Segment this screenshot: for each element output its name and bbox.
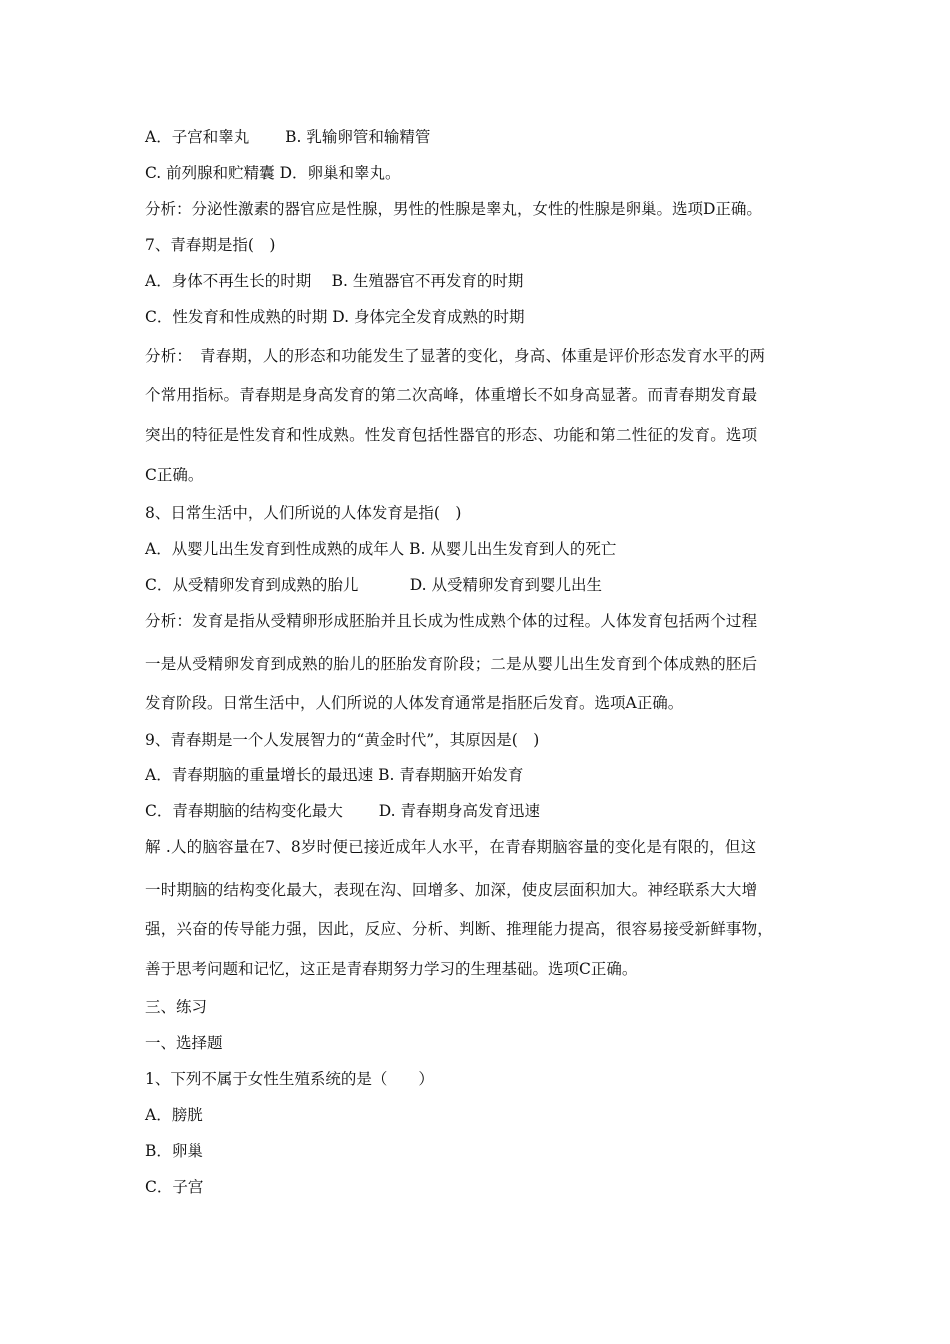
option-line: C．从受精卵发育到成熟的胎儿 D. 从受精卵发育到婴儿出生 [145, 576, 603, 594]
question-line: 8、日常生活中，人们所说的人体发育是指( ) [145, 504, 462, 522]
answer-line: 解 .人的脑容量在7、8岁时便已接近成年人水平，在青春期脑容量的变化是有限的，但这 [145, 838, 757, 856]
analysis-line: 分析：发育是指从受精卵形成胚胎并且长成为性成熟个体的过程。人体发育包括两个过程 [145, 612, 758, 630]
option-line: A．膀胱 [145, 1106, 203, 1124]
option-line: B．卵巢 [145, 1142, 203, 1160]
question-line: 7、青春期是指( ) [145, 236, 276, 254]
analysis-line: 分析：分泌性激素的器官应是性腺，男性的性腺是睾丸，女性的性腺是卵巢。选项D正确。 [145, 200, 762, 218]
option-line: A．子宫和睾丸 B. 乳输卵管和输精管 [145, 128, 431, 146]
analysis-line: 个常用指标。青春期是身高发育的第二次高峰，体重增长不如身高显著。而青春期发育最 [145, 386, 758, 404]
subsection-heading: 一、选择题 [145, 1034, 223, 1052]
option-line: A．从婴儿出生发育到性成熟的成年人 B. 从婴儿出生发育到人的死亡 [145, 540, 617, 558]
option-line: A．身体不再生长的时期 B. 生殖器官不再发育的时期 [145, 272, 524, 290]
question-line: 9、青春期是一个人发展智力的“黄金时代”，其原因是( ) [145, 731, 540, 749]
answer-line: 强，兴奋的传导能力强，因此，反应、分析、判断、推理能力提高，很容易接受新鲜事物， [145, 920, 774, 938]
option-line: C．性发育和性成熟的时期 D. 身体完全发育成熟的时期 [145, 308, 525, 326]
question-line: 1、下列不属于女性生殖系统的是（ ） [145, 1070, 434, 1088]
analysis-line: 突出的特征是性发育和性成熟。性发育包括性器官的形态、功能和第二性征的发育。选项 [145, 426, 758, 444]
section-heading: 三、练习 [145, 998, 208, 1016]
option-line: A．青春期脑的重量增长的最迅速 B. 青春期脑开始发育 [145, 766, 524, 784]
analysis-line: C正确。 [145, 466, 204, 484]
analysis-line: 一是从受精卵发育到成熟的胎儿的胚胎发育阶段；二是从婴儿出生发育到个体成熟的胚后 [145, 655, 758, 673]
option-line: C．青春期脑的结构变化最大 D. 青春期身高发育迅速 [145, 802, 541, 820]
answer-line: 善于思考问题和记忆，这正是青春期努力学习的生理基础。选项C正确。 [145, 960, 638, 978]
answer-line: 一时期脑的结构变化最大，表现在沟、回增多、加深，使皮层面积加大。神经联系大大增 [145, 881, 758, 899]
option-line: C. 前列腺和贮精囊 D．卵巢和睾丸。 [145, 164, 401, 182]
option-line: C．子宫 [145, 1178, 204, 1196]
analysis-line: 分析： 青春期，人的形态和功能发生了显著的变化，身高、体重是评价形态发育水平的两 [145, 347, 766, 365]
analysis-line: 发育阶段。日常生活中，人们所说的人体发育通常是指胚后发育。选项A正确。 [145, 694, 684, 712]
